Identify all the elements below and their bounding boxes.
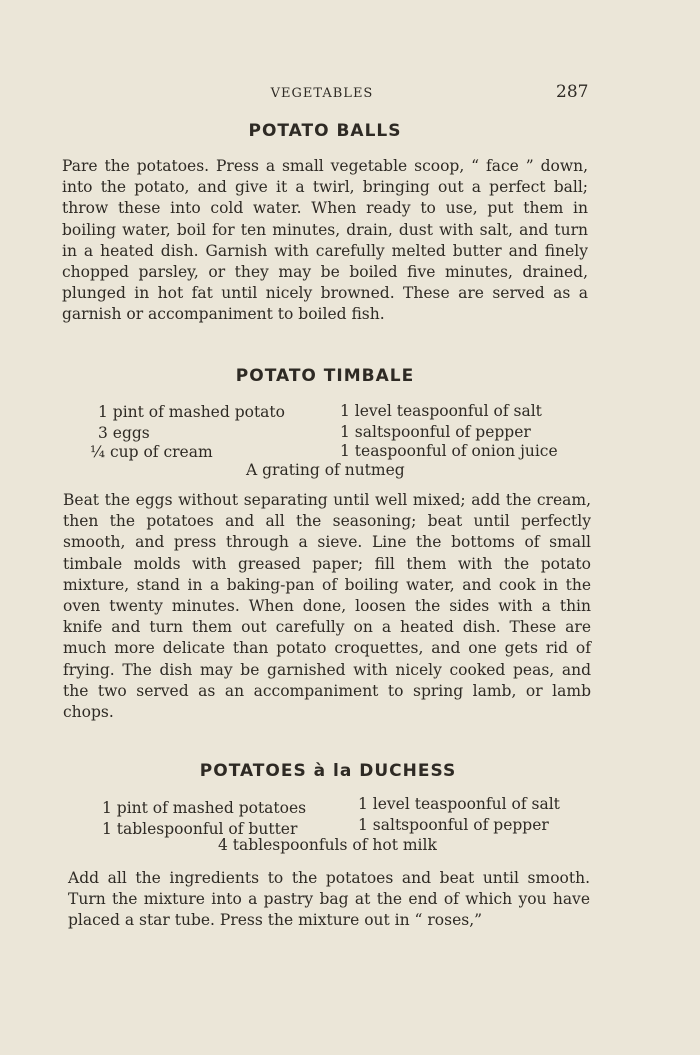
ingredient-item: 3 eggs (98, 424, 150, 442)
ingredient-item: 1 teaspoonful of onion juice (340, 442, 558, 460)
recipe-method-potato-balls: Pare the potatoes. Press a small vegetable scoop, “ face ” down, into the potato, and give it a twirl, bringing out a perfect ball; throw these into cold water. When ready to use, put them in boiling water, boil for ten minutes, drain, dust with salt, and turn in a heated dish. Garnish with carefully melted butter and finely chopped parsley, or they may be boiled five minutes, drained, plunged in hot fat until nicely browned. These are served as a garnish or accompaniment to boiled fish. (62, 157, 588, 324)
running-head (0, 84, 700, 104)
ingredient-item: 4 tablespoonfuls of hot milk (218, 836, 437, 854)
ingredient-item: 1 pint of mashed potatoes (102, 799, 307, 817)
ingredient-item: 1 saltspoonful of pepper (340, 423, 531, 441)
page-number: 287 (556, 82, 589, 102)
recipe-method-potato-timbale: Beat the eggs without separating until well mixed; add the cream, then the potatoes and all the seasoning; beat until perfectly smooth, and press through a sieve. Line the bottoms of small timbale molds with greased paper; fill them with the potato mixture, stand in a baking-pan of boiling water, and cook in the oven twenty minutes. When done, loosen the sides with a thin knife and turn them out carefully on a heated dish. These are much more delicate than potato croquettes, and one gets rid of frying. The dish may be garnished with nicely cooked peas, and the two served as an accompaniment to spring lamb, or lamb chops. (63, 491, 591, 722)
recipe-title-potatoes-duchess: POTATOES à la DUCHESS (199, 761, 457, 781)
recipe-method-potatoes-duchess: Add all the ingredients to the potatoes and beat until smooth. Turn the mixture into a pastry bag at the end of which you have placed a star tube. Press the mixture out in “ roses,” (68, 869, 590, 930)
recipe-title-potato-timbale: POTATO TIMBALE (235, 366, 415, 386)
ingredient-item: 1 pint of mashed potato (98, 403, 285, 421)
ingredient-item: 1 level teaspoonful of salt (340, 402, 542, 420)
ingredient-item: 1 saltspoonful of pepper (358, 816, 549, 834)
ingredient-item: A grating of nutmeg (246, 461, 405, 479)
ingredient-item: 1 level teaspoonful of salt (358, 795, 560, 813)
ingredient-item: 1 tablespoonful of butter (102, 820, 298, 838)
recipe-title-potato-balls: POTATO BALLS (248, 121, 402, 141)
section-title: VEGETABLES (270, 86, 374, 101)
ingredient-item: ¼ cup of cream (90, 443, 213, 461)
